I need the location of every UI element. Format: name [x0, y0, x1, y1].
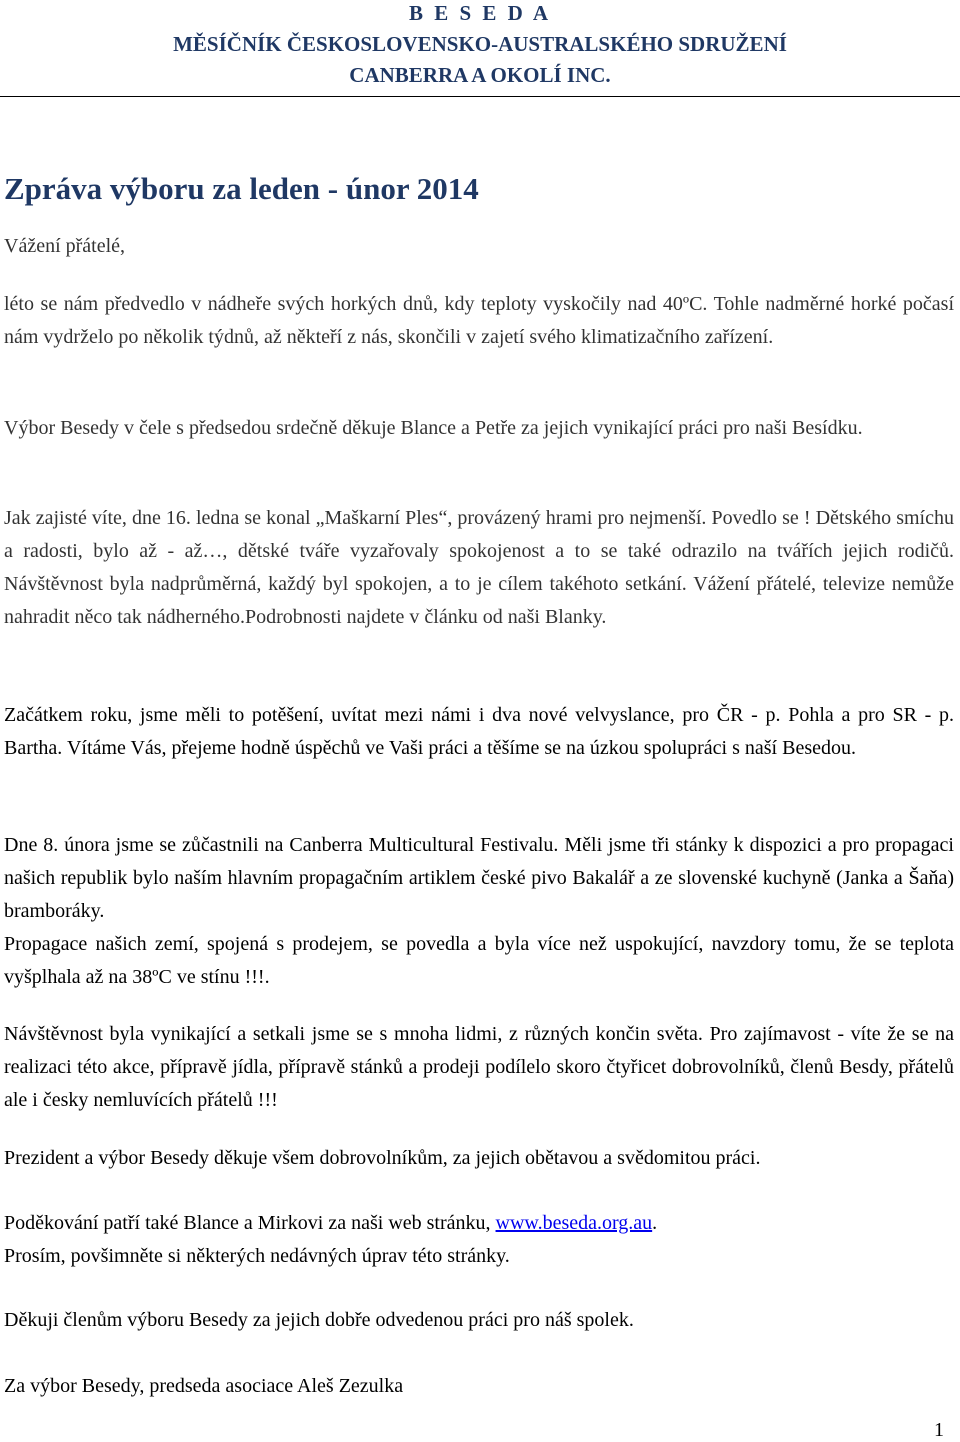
newsletter-masthead	[0, 0, 960, 91]
paragraph-multicultural-festival: Dne 8. února jsme se zůčastnili na Canberra Multicultural Festivalu. Měli jsme tři stánky k dispozici a pro propagaci našich republik bylo naším hlavním propagačním artiklem české pivo Bakalář a ze slovenské kuchyně (Janka a Šaňa) bramboráky.	[4, 834, 954, 922]
paragraph-website-thanks	[4, 1207, 954, 1240]
website-thanks-text: Poděkování patří také Blance a Mirkovi za naši web stránku,	[4, 1212, 496, 1234]
paragraph-summer-weather: léto se nám předvedlo v nádheře svých horkých dnů, kdy teploty vyskočily nad 40ºC. Tohle nadměrné horké počasí nám vydrželo po několik týdnů, až někteří z nás, skončili v zajetí svého klimatizačního zařízení.	[4, 293, 954, 348]
paragraph-volunteer-thanks: Prezident a výbor Besedy děkuje všem dobrovolníkům, za jejich obětavou a svědomitou práci.	[4, 1147, 761, 1169]
page-number: 1	[934, 1419, 944, 1441]
header-divider	[0, 96, 960, 97]
paragraph-thanks-besidka: Výbor Besedy v čele s předsedou srdečně děkuje Blance a Petře za jejich vynikající práci pro naši Besídku.	[4, 417, 863, 439]
paragraph-masked-ball: Jak zajisté víte, dne 16. ledna se konal „Maškarní Ples“, provázený hrami pro nejmenší. Povedlo se ! Dětského smíchu a radosti, bylo až - až…, dětské tváře vyzařovaly spokojenost a to se také odrazilo na tvářích jejich rodičů. Návštěvnost byla nadprůměrná, každý byl spokojen, a to je cílem takéhoto setkání. Vážení přátelé, televize nemůže nahradit něco tak nádherného.Podrobnosti najdete v článku od naši Blanky.	[4, 507, 954, 628]
salutation: Vážení přátelé,	[4, 235, 126, 257]
paragraph-promotion: Propagace našich zemí, spojená s prodejem, se povedla a byla více než uspokující, navzdory tomu, že se teplota vyšplhala až na 38ºC ve stínu !!!.	[4, 933, 954, 988]
masthead-subtitle: MĚSÍČNÍK ČESKOSLOVENSKO-AUSTRALSKÉHO SDRUŽENÍ	[173, 32, 787, 56]
paragraph-ambassadors: Začátkem roku, jsme měli to potěšení, uvítat mezi námi i dva nové velvyslance, pro ČR - p. Pohla a pro SR - p. Bartha. Vítáme Vás, přejeme hodně úspěchů ve Vaši práci a těšíme se na úzkou spolupráci s naší Besedou.	[4, 704, 954, 759]
masthead-name: B E S E D A	[408, 1, 552, 25]
website-thanks-period: .	[652, 1212, 658, 1234]
masthead-location: CANBERRA A OKOLÍ INC.	[349, 63, 611, 87]
paragraph-committee-thanks: Děkuji členům výboru Besedy za jejich dobře odvedenou práci pro náš spolek.	[4, 1309, 634, 1331]
article-title: Zpráva výboru za leden - únor 2014	[4, 171, 479, 206]
website-link[interactable]: www.beseda.org.au	[495, 1212, 653, 1234]
signature: Za výbor Besedy, predseda asociace Aleš Zezulka	[4, 1375, 404, 1397]
paragraph-attendance: Návštěvnost byla vynikající a setkali jsme se s mnoha lidmi, z různých končin světa. Pro zajímavost - víte že se na realizaci této akce, přípravě jídla, přípravě stánků a prodeji podílelo skoro čtyřicet dobrovolníků, členů Besdy, přátelů ale i česky nemluvících přátelů !!!	[4, 1023, 954, 1111]
paragraph-website-notice: Prosím, povšimněte si některých nedávných úprav této stránky.	[4, 1245, 510, 1267]
